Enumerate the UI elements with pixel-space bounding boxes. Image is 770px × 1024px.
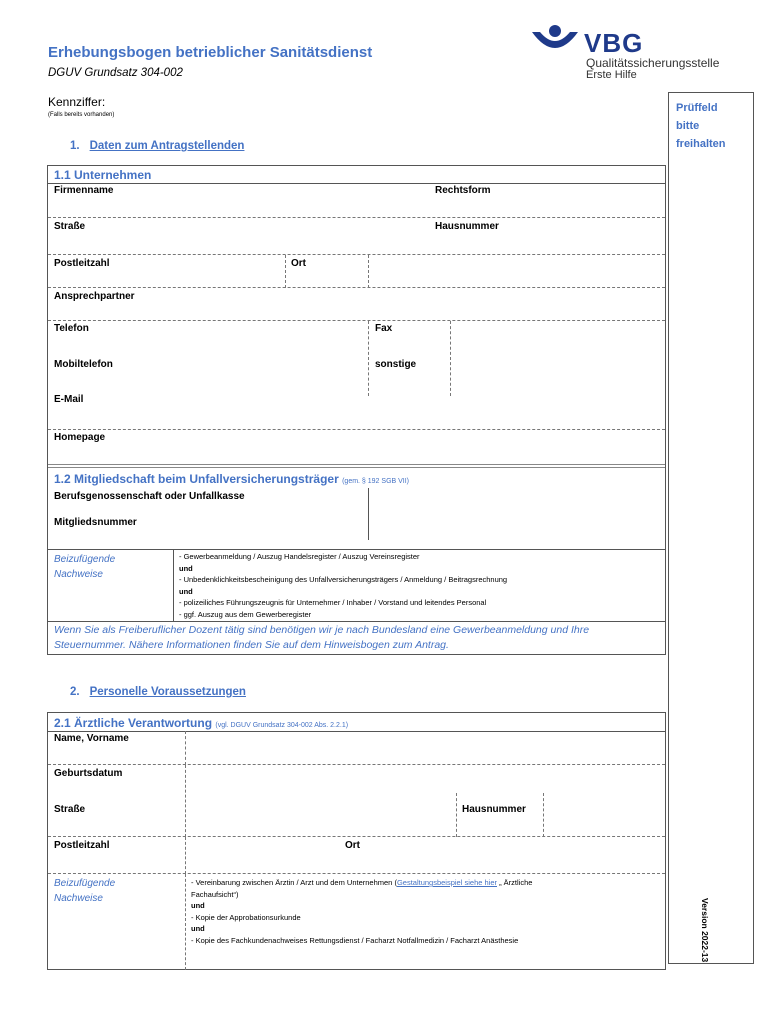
- section-2-number: 2.: [70, 686, 80, 698]
- firmenname-row[interactable]: [48, 183, 665, 218]
- pruefeld-box: [668, 92, 754, 964]
- nachweis-2-item-1-suffix: „ Ärztliche: [497, 878, 533, 887]
- firmenname-label: Firmenname: [54, 185, 114, 196]
- version-label: Version 2022-13: [700, 898, 710, 963]
- nachweis-2-item-3: - Kopie des Fachkundenachweises Rettungsdienst / Facharzt Notfallmedizin / Facharzt Anästhesie: [191, 935, 519, 945]
- mitgliedsnummer-label: Mitgliedsnummer: [54, 517, 137, 528]
- vbg-logo-mark-icon: [530, 24, 580, 54]
- section-2-box: [47, 712, 666, 970]
- hausnummer-label: Hausnummer: [435, 221, 499, 232]
- vbg-logo: [530, 24, 750, 84]
- aerztlich-heading: [54, 716, 348, 730]
- section-divider: [48, 464, 665, 468]
- sonstige-label: sonstige: [375, 359, 417, 370]
- nachweis-2-label-2: Nachweise: [54, 893, 103, 904]
- nachweis-2-und: und: [191, 924, 205, 933]
- name-vorname-label: Name, Vorname: [54, 733, 129, 744]
- telefon-label: Telefon: [54, 323, 89, 334]
- ansprechpartner-label: Ansprechpartner: [54, 291, 135, 302]
- bg-label: Berufsgenossenschaft oder Unfallkasse: [54, 491, 245, 502]
- nachweis-2-list: [191, 877, 651, 946]
- ansprechpartner-row[interactable]: [48, 288, 665, 321]
- nachweis-label-2: Nachweise: [54, 569, 103, 580]
- nachweis-item: - Unbedenklichkeitsbescheinigung des Unfallversicherungsträgers / Anmeldung / Beitragsrechnung: [179, 575, 508, 584]
- nachweis-list: [179, 551, 507, 620]
- nachweis-item: - ggf. Auszug aus dem Gewerberegister: [179, 609, 312, 619]
- nachweis-2-und: und: [191, 901, 205, 910]
- nachweis-item: - Gewerbeanmeldung / Auszug Handelsregister / Auszug Vereinsregister: [179, 552, 420, 561]
- strasse-2-label: Straße: [54, 804, 86, 815]
- section-1-title: Daten zum Antragstellenden: [89, 140, 245, 152]
- section-1-box: [47, 165, 666, 655]
- ort-label: Ort: [291, 258, 306, 269]
- telefon-row[interactable]: [48, 321, 665, 396]
- logo-line-1: Qualitätssicherungsstelle: [586, 56, 720, 70]
- logo-brand: VBG: [584, 28, 644, 58]
- mitgliedschaft-heading-note: (gem. § 192 SGB VII): [342, 478, 410, 485]
- plz-2-row[interactable]: [48, 837, 665, 874]
- freelancer-note-line-1: Wenn Sie als Freiberuflicher Dozent tätig sind benötigen wir je nach Bundesland eine Gewerbeanmeldung und Ihre: [54, 624, 590, 636]
- freelancer-note-line-2: Steuernummer. Nähere Informationen finden Sie auf dem Hinweisbogen zum Antrag.: [54, 639, 449, 651]
- hausnummer-2-label: Hausnummer: [462, 804, 526, 815]
- nachweis-label-1: Beizufügende: [54, 554, 116, 565]
- kennziffer-note: (Falls bereits vorhanden): [48, 112, 115, 118]
- email-label: E-Mail: [54, 394, 84, 405]
- geburtsdatum-row[interactable]: [48, 765, 665, 837]
- postleitzahl-label: Postleitzahl: [54, 258, 110, 269]
- unternehmen-heading: 1.1 Unternehmen: [54, 168, 152, 182]
- geburtsdatum-label: Geburtsdatum: [54, 768, 123, 779]
- logo-line-2: Erste Hilfe: [586, 69, 637, 81]
- nachweis-und: und: [179, 586, 193, 596]
- mobiltelefon-label: Mobiltelefon: [54, 359, 113, 370]
- postleitzahl-2-label: Postleitzahl: [54, 840, 110, 851]
- homepage-label: Homepage: [54, 432, 106, 443]
- document-title: Erhebungsbogen betrieblicher Sanitätsdienst: [48, 44, 373, 61]
- section-1-number: 1.: [70, 140, 80, 152]
- nachweis-label: [54, 552, 115, 582]
- section-2-heading: [70, 686, 246, 698]
- nachweis-2-item-2: - Kopie der Approbationsurkunde: [191, 912, 301, 922]
- section-2-title: Personelle Voraussetzungen: [89, 686, 246, 698]
- fax-label: Fax: [375, 323, 393, 334]
- rechtsform-label: Rechtsform: [435, 185, 491, 196]
- strasse-row[interactable]: [48, 218, 665, 255]
- strasse-label: Straße: [54, 221, 86, 232]
- document-subtitle: DGUV Grundsatz 304-002: [48, 67, 183, 79]
- ort-2-label: Ort: [345, 840, 360, 851]
- homepage-row[interactable]: [48, 430, 665, 466]
- mitgliedschaft-heading: [54, 472, 409, 486]
- aerztlich-heading-text: 2.1 Ärztliche Verantwortung: [54, 716, 213, 730]
- aerztlich-heading-note: (vgl. DGUV Grundsatz 304-002 Abs. 2.2.1): [215, 722, 349, 729]
- mitgliedschaft-heading-text: 1.2 Mitgliedschaft beim Unfallversicherungsträger: [54, 472, 339, 486]
- nachweis-2-item-1-text: - Vereinbarung zwischen Ärztin / Arzt und dem Unternehmen (: [191, 878, 397, 887]
- nachweis-2-item-1: [191, 877, 651, 889]
- section-1-heading: [70, 140, 244, 152]
- nachweis-2-label: [54, 876, 115, 906]
- freelancer-note: [54, 623, 589, 653]
- nachweis-2-label-1: Beizufügende: [54, 878, 116, 889]
- pruefeld-label: Prüffeld bitte freihalten: [676, 102, 726, 150]
- kennziffer-label: Kennziffer:: [48, 95, 106, 109]
- email-row[interactable]: [48, 396, 665, 430]
- gestaltungsbeispiel-link[interactable]: Gestaltungsbeispiel siehe hier: [396, 878, 497, 887]
- name-row[interactable]: [48, 731, 665, 765]
- plz-row[interactable]: [48, 255, 665, 288]
- nachweis-divider: [173, 549, 174, 621]
- nachweis-item: - polizeiliches Führungszeugnis für Unternehmer / Inhaber / Vorstand und leitendes Personal: [179, 598, 487, 607]
- nachweis-und: und: [179, 563, 193, 573]
- nachweis-2-item-1-cont: Fachaufsicht“): [191, 889, 239, 899]
- mitglied-input-divider: [368, 488, 369, 540]
